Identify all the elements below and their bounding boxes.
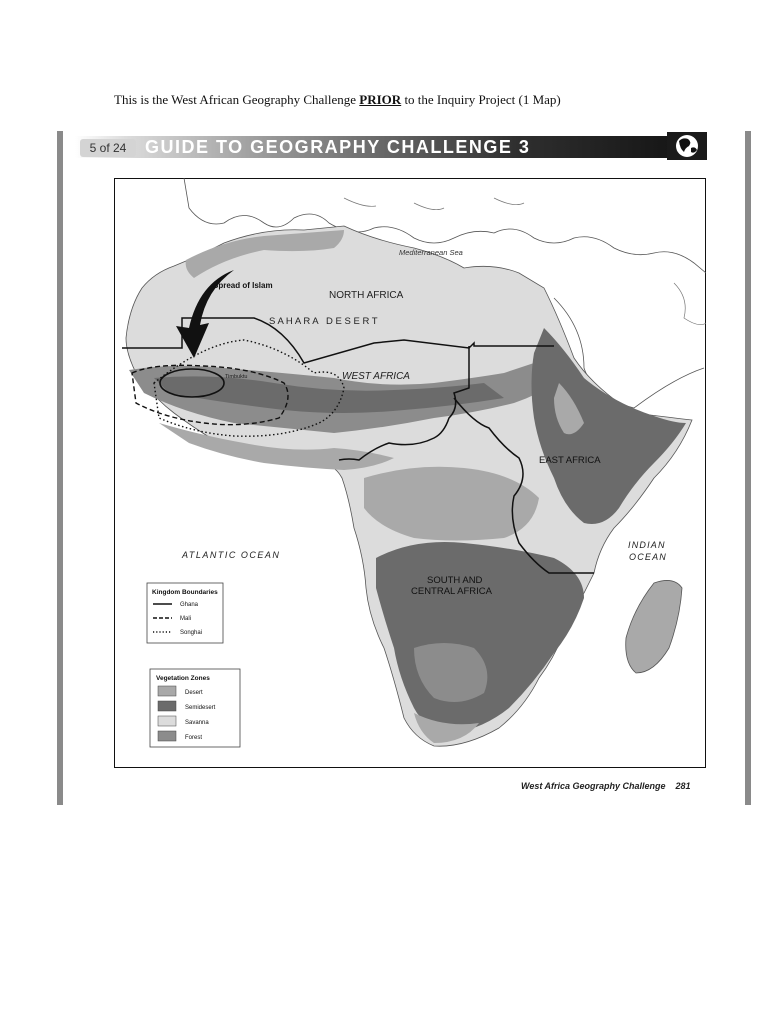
label-spread-of-islam: Spread of Islam bbox=[213, 281, 273, 290]
legend-vegetation-zones bbox=[150, 669, 240, 747]
intro-prefix: This is the West African Geography Challenge bbox=[114, 92, 360, 107]
legend-savanna: Savanna bbox=[185, 720, 209, 726]
intro-text bbox=[114, 92, 561, 108]
label-atlantic: ATLANTIC OCEAN bbox=[182, 550, 281, 560]
legend-kingdom-title: Kingdom Boundaries bbox=[152, 589, 218, 596]
legend-songhai: Songhai bbox=[180, 630, 203, 636]
label-indian-2: OCEAN bbox=[629, 552, 668, 562]
legend-semidesert: Semidesert bbox=[185, 705, 216, 711]
label-timbuktu: Timbuktu bbox=[225, 374, 248, 380]
label-north-africa: NORTH AFRICA bbox=[329, 290, 404, 301]
globe-logo-icon bbox=[667, 132, 707, 160]
intro-suffix: to the Inquiry Project (1 Map) bbox=[401, 92, 561, 107]
page-border-right bbox=[745, 131, 751, 805]
legend-mali: Mali bbox=[180, 616, 192, 622]
header-title: GUIDE TO GEOGRAPHY CHALLENGE 3 bbox=[145, 137, 531, 157]
worksheet-footer bbox=[521, 781, 691, 791]
footer-text: West Africa Geography Challenge bbox=[521, 781, 666, 791]
page-badge: 5 of 24 bbox=[80, 139, 136, 157]
label-indian-1: INDIAN bbox=[628, 540, 666, 550]
label-mediterranean: Mediterranean Sea bbox=[399, 248, 463, 257]
africa-map bbox=[114, 178, 706, 768]
label-south-central-1: SOUTH AND bbox=[427, 575, 483, 586]
label-west-africa: WEST AFRICA bbox=[342, 371, 410, 382]
intro-emphasis: PRIOR bbox=[359, 92, 402, 107]
footer-page-number: 281 bbox=[675, 781, 691, 791]
legend-kingdom-boundaries bbox=[147, 583, 223, 643]
legend-forest: Forest bbox=[185, 735, 203, 741]
legend-desert: Desert bbox=[185, 690, 203, 696]
label-south-central-2: CENTRAL AFRICA bbox=[411, 586, 492, 597]
legend-vegetation-title: Vegetation Zones bbox=[156, 675, 210, 682]
label-east-africa: EAST AFRICA bbox=[539, 455, 601, 466]
legend-ghana: Ghana bbox=[180, 602, 199, 608]
page-border-left bbox=[57, 131, 63, 805]
label-sahara: S A H A R A D E S E R T bbox=[269, 316, 378, 327]
